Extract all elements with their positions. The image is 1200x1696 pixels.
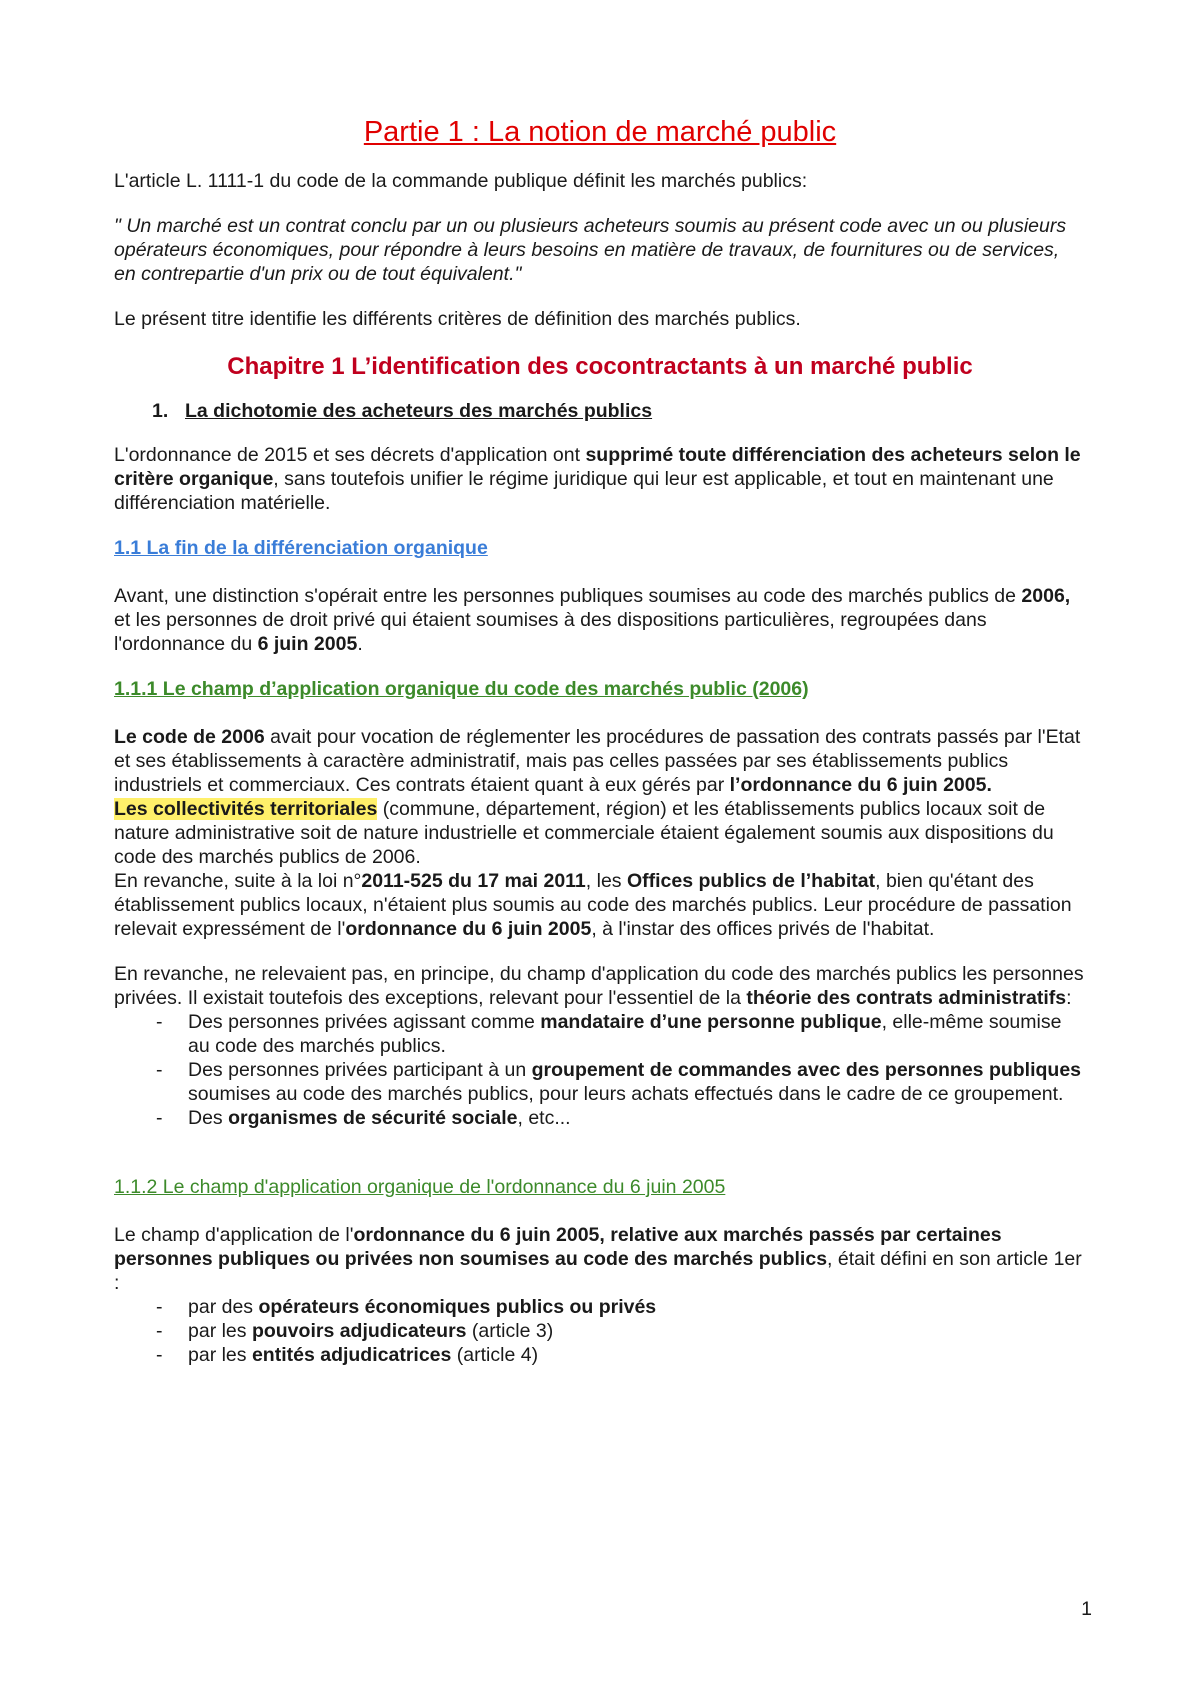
list-item [114, 1010, 1086, 1058]
list-item [114, 1319, 1086, 1343]
highlighted-run: Les collectivités territoriales [114, 798, 378, 820]
champ-list [114, 1295, 1086, 1367]
bold-run: entités adjudicatrices [251, 1344, 452, 1366]
text-run: L'ordonnance de 2015 et ses décrets d'application ont [114, 444, 586, 466]
page-number: 1 [1081, 1598, 1092, 1620]
bold-run: pouvoirs adjudicateurs [251, 1320, 467, 1342]
bold-run: 2011-525 du 17 mai 2011 [361, 870, 586, 892]
text-run: (article 3) [466, 1320, 554, 1342]
text-run: par des [188, 1296, 259, 1318]
section-1-number: 1. [152, 400, 169, 422]
text-run: par les [188, 1320, 252, 1342]
text-run: , elle-même soumise au code des marchés publics. [188, 1011, 1062, 1057]
page-title: Partie 1 : La notion de marché public [363, 116, 837, 148]
text-run: avait pour vocation de réglementer les procédures de passation des contrats passés par l'Etat et ses établissements à caractère administratif, mais pas celles passées par ses établissements publics industriels et commerciaux. Ces contrats étaient quant à eux gérés par [114, 726, 1081, 796]
intro-paragraph: L'article L. 1111-1 du code de la commande publique définit les marchés publics: [114, 170, 808, 192]
text-run: Avant, une distinction s'opérait entre les personnes publiques soumises au code des marchés publics de [114, 585, 1022, 607]
bold-run: 6 juin 2005 [257, 633, 358, 655]
text-run: : [1066, 987, 1072, 1009]
paragraph-ordonnance-2015 [114, 443, 1086, 515]
paragraph-champ-2005 [114, 1223, 1086, 1295]
text-run: , les [585, 870, 627, 892]
list-item [114, 1295, 1086, 1319]
paragraph-revanche-oph [114, 869, 1086, 941]
text-run: par les [188, 1344, 252, 1366]
bold-run: groupement de commandes avec des personnes publiques [531, 1059, 1082, 1081]
subsection-1-1-1-heading: 1.1.1 Le champ d’application organique du code des marchés public (2006) [114, 678, 809, 700]
section-1-title: La dichotomie des acheteurs des marchés publics [185, 400, 653, 422]
text-run: , était défini en son article 1er : [114, 1248, 1082, 1294]
text-run: . [357, 633, 363, 655]
paragraph-avant [114, 584, 1086, 656]
text-run: soumises au code des marchés publics, pour leurs achats effectués dans le cadre de ce groupement. [188, 1083, 1064, 1105]
spacer [114, 1130, 1086, 1175]
bold-run: l’ordonnance du 6 juin 2005. [729, 774, 992, 796]
text-run: (commune, département, région) et les établissements publics locaux soit de nature administrative soit de nature industrielle et commerciale étaient également soumis aux dispositions du code des marchés publics de 2006. [114, 798, 1054, 868]
list-item [114, 1343, 1086, 1367]
text-run: Des personnes privées participant à un [188, 1059, 532, 1081]
text-run: , sans toutefois unifier le régime juridique qui leur est applicable, et tout en maintenant une différenciation matérielle. [114, 468, 1054, 514]
list-item [114, 1058, 1086, 1106]
section-1-heading [152, 399, 1086, 423]
text-run: , bien qu'étant des établissement publics locaux, n'étaient plus soumis au code des marchés publics. Leur procédure de passation relevait expressément de l' [114, 870, 1072, 940]
text-run: En revanche, suite à la loi n° [114, 870, 362, 892]
lead-paragraph: Le présent titre identifie les différents critères de définition des marchés publics. [114, 308, 801, 330]
list-item [114, 1106, 1086, 1130]
bold-run: théorie des contrats administratifs [746, 987, 1067, 1009]
bold-run: opérateurs économiques publics ou privés [258, 1296, 657, 1318]
text-run: En revanche, ne relevaient pas, en principe, du champ d'application du code des marchés publics les personnes privées. Il existait toutefois des exceptions, relevant pour l'essentiel de la [114, 963, 1084, 1009]
subsection-1-1-heading: 1.1 La fin de la différenciation organique [114, 537, 488, 559]
text-run: Des [188, 1107, 229, 1129]
text-run: Des personnes privées agissant comme [188, 1011, 541, 1033]
bold-run: mandataire d’une personne publique [540, 1011, 882, 1033]
chapter-heading: Chapitre 1 L’identification des cocontractants à un marché public [227, 353, 973, 380]
bold-run: 2006, [1021, 585, 1071, 607]
paragraph-revanche-privees [114, 962, 1086, 1010]
bold-run: ordonnance du 6 juin 2005, relative aux marchés passés par certaines personnes publiques ou privées non soumises au code des marchés publics [114, 1224, 1002, 1270]
text-run: et les personnes de droit privé qui étaient soumises à des dispositions particulières, regroupées dans l'ordonnance du [114, 609, 987, 655]
exceptions-list [114, 1010, 1086, 1130]
article-quote: " Un marché est un contrat conclu par un ou plusieurs acheteurs soumis au présent code avec un ou plusieurs opérateurs économiques, pour répondre à leurs besoins en matière de travaux, de fournitures ou de services, en contrepartie d'un prix ou de tout équivalent." [114, 215, 1067, 285]
page-content [114, 114, 1086, 1367]
text-run: , à l'instar des offices privés de l'habitat. [591, 918, 935, 940]
bold-run: supprimé toute différenciation des acheteurs selon le critère organique [114, 444, 1081, 490]
bold-run: Offices publics de l’habitat [626, 870, 876, 892]
text-run: (article 4) [451, 1344, 539, 1366]
paragraph-code-2006 [114, 725, 1086, 797]
bold-run: Le code de 2006 [114, 726, 265, 748]
text-run: , etc... [517, 1107, 571, 1129]
paragraph-collectivites [114, 797, 1086, 869]
subsection-1-1-2-heading: 1.1.2 Le champ d'application organique de l'ordonnance du 6 juin 2005 [114, 1176, 726, 1198]
text-run: Le champ d'application de l' [114, 1224, 354, 1246]
bold-run: organismes de sécurité sociale [228, 1107, 518, 1129]
bold-run: ordonnance du 6 juin 2005 [345, 918, 592, 940]
